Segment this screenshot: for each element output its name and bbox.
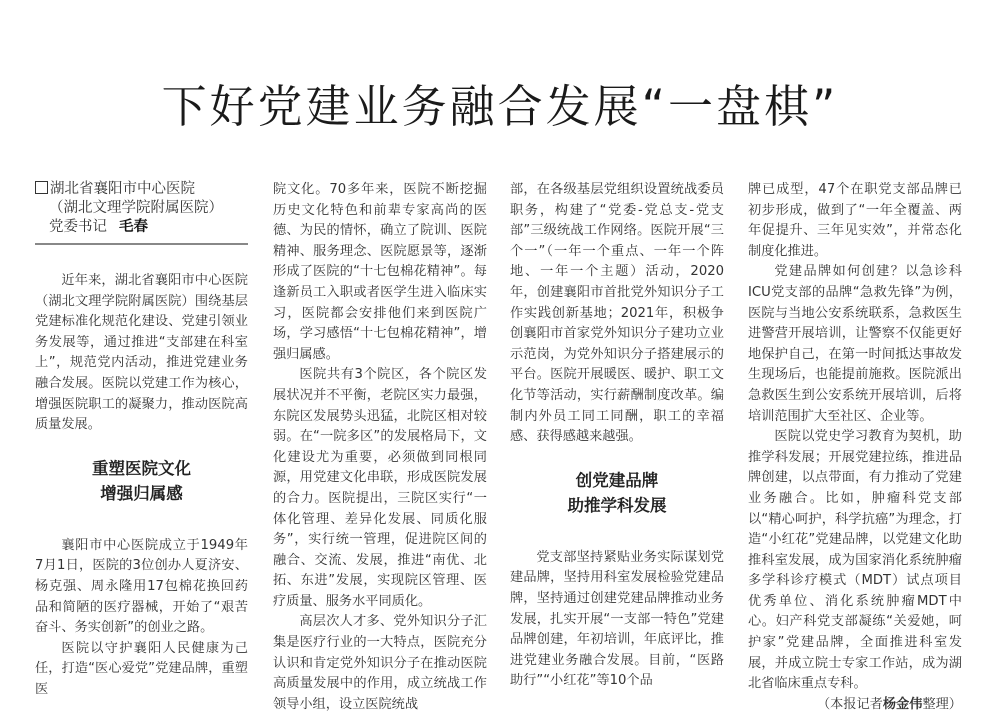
intro-paragraph: 近年来，湖北省襄阳市中心医院（湖北文理学院附属医院）围绕基层党建标准化规范化建设、党建引领业务发展等，通过推进“支部建在科室上”，规范党内活动，推进党建业务融合发展。医院以党建工作为核心，增强医院职工的凝聚力，推动医院高质量发展。: [35, 273, 248, 433]
section2-heading: [510, 468, 724, 518]
section1-paragraph: 医院共有3个院区，各个院区发展状况并不平衡，老院区实力最强，东院区发展势头迅猛，北院区相对较弱。在“一院多区”的发展格局下，文化建设尤为重要，必须做到同根同源，用党建文化串联，形成医院发展的合力。医院提出，三院区实行“一体化管理、差异化发展、同质化服务”，实行统一管理，促进院区间的融合、交流、发展，推进“南优、北拓、东进”发展，实现院区管理、医疗质量、服务水平同质化。: [273, 367, 487, 609]
byline-title: 党委书记: [49, 219, 107, 235]
credit-reporter: 杨金伟: [882, 696, 923, 712]
section1-paragraph: 襄阳市中心医院成立于1949年7月1日，医院的3位创办人夏济安、杨克强、周永隆用17包棉花换回药品和简陋的医疗器械，开始了“艰苦奋斗、务实创新”的创业之路。: [35, 537, 248, 636]
column-3: [510, 180, 724, 692]
section2-paragraph: 党支部坚持紧贴业务实际谋划党建品牌，坚持用科室发展检验党建品牌，坚持通过创建党建品牌推动业务发展，扎实开展“一支部一特色”党建品牌创建，年初培训，年底评比，推进党建业务融合发展。目前，“医路助行”“小红花”等10个品: [510, 549, 724, 689]
section2-heading-line2: 助推学科发展: [567, 495, 667, 515]
byline: [35, 180, 248, 245]
section1-heading: [35, 456, 248, 506]
section1-paragraph-cont: 院文化。70多年来，医院不断挖掘历史文化特色和前辈专家高尚的医德、为民的情怀，确立了院训、医院精神、服务理念、医院愿景等，逐渐形成了医院的“十七包棉花精神”。每逢新员工入职或者医学生进入临床实习，医院都会安排他们来到医院广场，学习感悟“十七包棉花精神”，增强归属感。: [273, 182, 487, 362]
section1-heading-line2: 增强归属感: [100, 483, 183, 503]
section2-paragraph: 党建品牌如何创建？以急诊科ICU党支部的品牌“急救先锋”为例，医院与当地公安系统联系，急救医生进警营开展培训，让警察不仅能更好地保护自己，在第一时间抵达事故发生现场后，也能提前施救。医院派出急救医生到公安系统开展培训，后将培训范围扩大至社区、企业等。: [748, 264, 962, 424]
column-4: [748, 180, 962, 715]
section1-paragraph: 高层次人才多、党外知识分子汇集是医疗行业的一大特点，医院充分认识和肯定党外知识分子在推动医院高质量发展中的作用，成立统战工作领导小组，设立医院统战: [273, 614, 487, 712]
column-2: [273, 180, 487, 715]
credit-suffix: 整理）: [922, 696, 962, 712]
byline-org: 湖北省襄阳市中心医院: [50, 181, 195, 197]
section2-paragraph: 医院以党史学习教育为契机，助推学科发展；开展党建拉练，推进品牌创建，以点带面，有力推动了党建业务融合。比如，肿瘤科党支部以“精心呵护，科学抗癌”为理念，打造“小红花”党建品牌，以党建文化助推科室发展，成为国家消化系统肿瘤多学科诊疗模式（MDT）试点项目优秀单位、消化系统肿瘤MDT中心。妇产科党支部凝练“关爱她，呵护家”党建品牌，全面推进科室发展，并成立院士专家工作站，成为湖北省临床重点专科。: [748, 429, 962, 692]
headline: 下好党建业务融合发展“一盘棋”: [161, 80, 839, 134]
section1-paragraph-cont: 部，在各级基层党组织设置统战委员职务，构建了“党委-党总支-党支部”三级统战工作网络。医院开展“三个一”（一年一个重点、一年一个阵地、一年一个主题）活动，2020年，创建襄阳市首批党外知识分子工作实践创新基地；2021年，积极争创襄阳市首家党外知识分子建功立业示范岗，为党外知识分子搭建展示的平台。医院开展暖医、暖护、职工文化节等活动，实行薪酬制度改革。编制内外员工同工同酬，职工的幸福感、获得感越来越强。: [510, 182, 724, 445]
reporter-credit: [748, 695, 962, 715]
section1-paragraph: 医院以守护襄阳人民健康为己任，打造“医心爱党”党建品牌，重塑医: [35, 640, 248, 697]
section2-paragraph-cont: 牌已成型，47个在职党支部品牌已初步形成，做到了“一年全覆盖、两年促提升、三年见实效”，并常态化制度化推进。: [748, 182, 962, 259]
credit-prefix: （本报记者: [816, 696, 883, 712]
section1-heading-line1: 重塑医院文化: [92, 458, 191, 478]
section2-heading-line1: 创党建品牌: [575, 470, 659, 490]
byline-author: 毛春: [119, 219, 148, 235]
byline-org-alt: （湖北文理学院附属医院）: [49, 200, 223, 216]
column-1: [35, 180, 248, 701]
square-marker-icon: [35, 181, 48, 194]
